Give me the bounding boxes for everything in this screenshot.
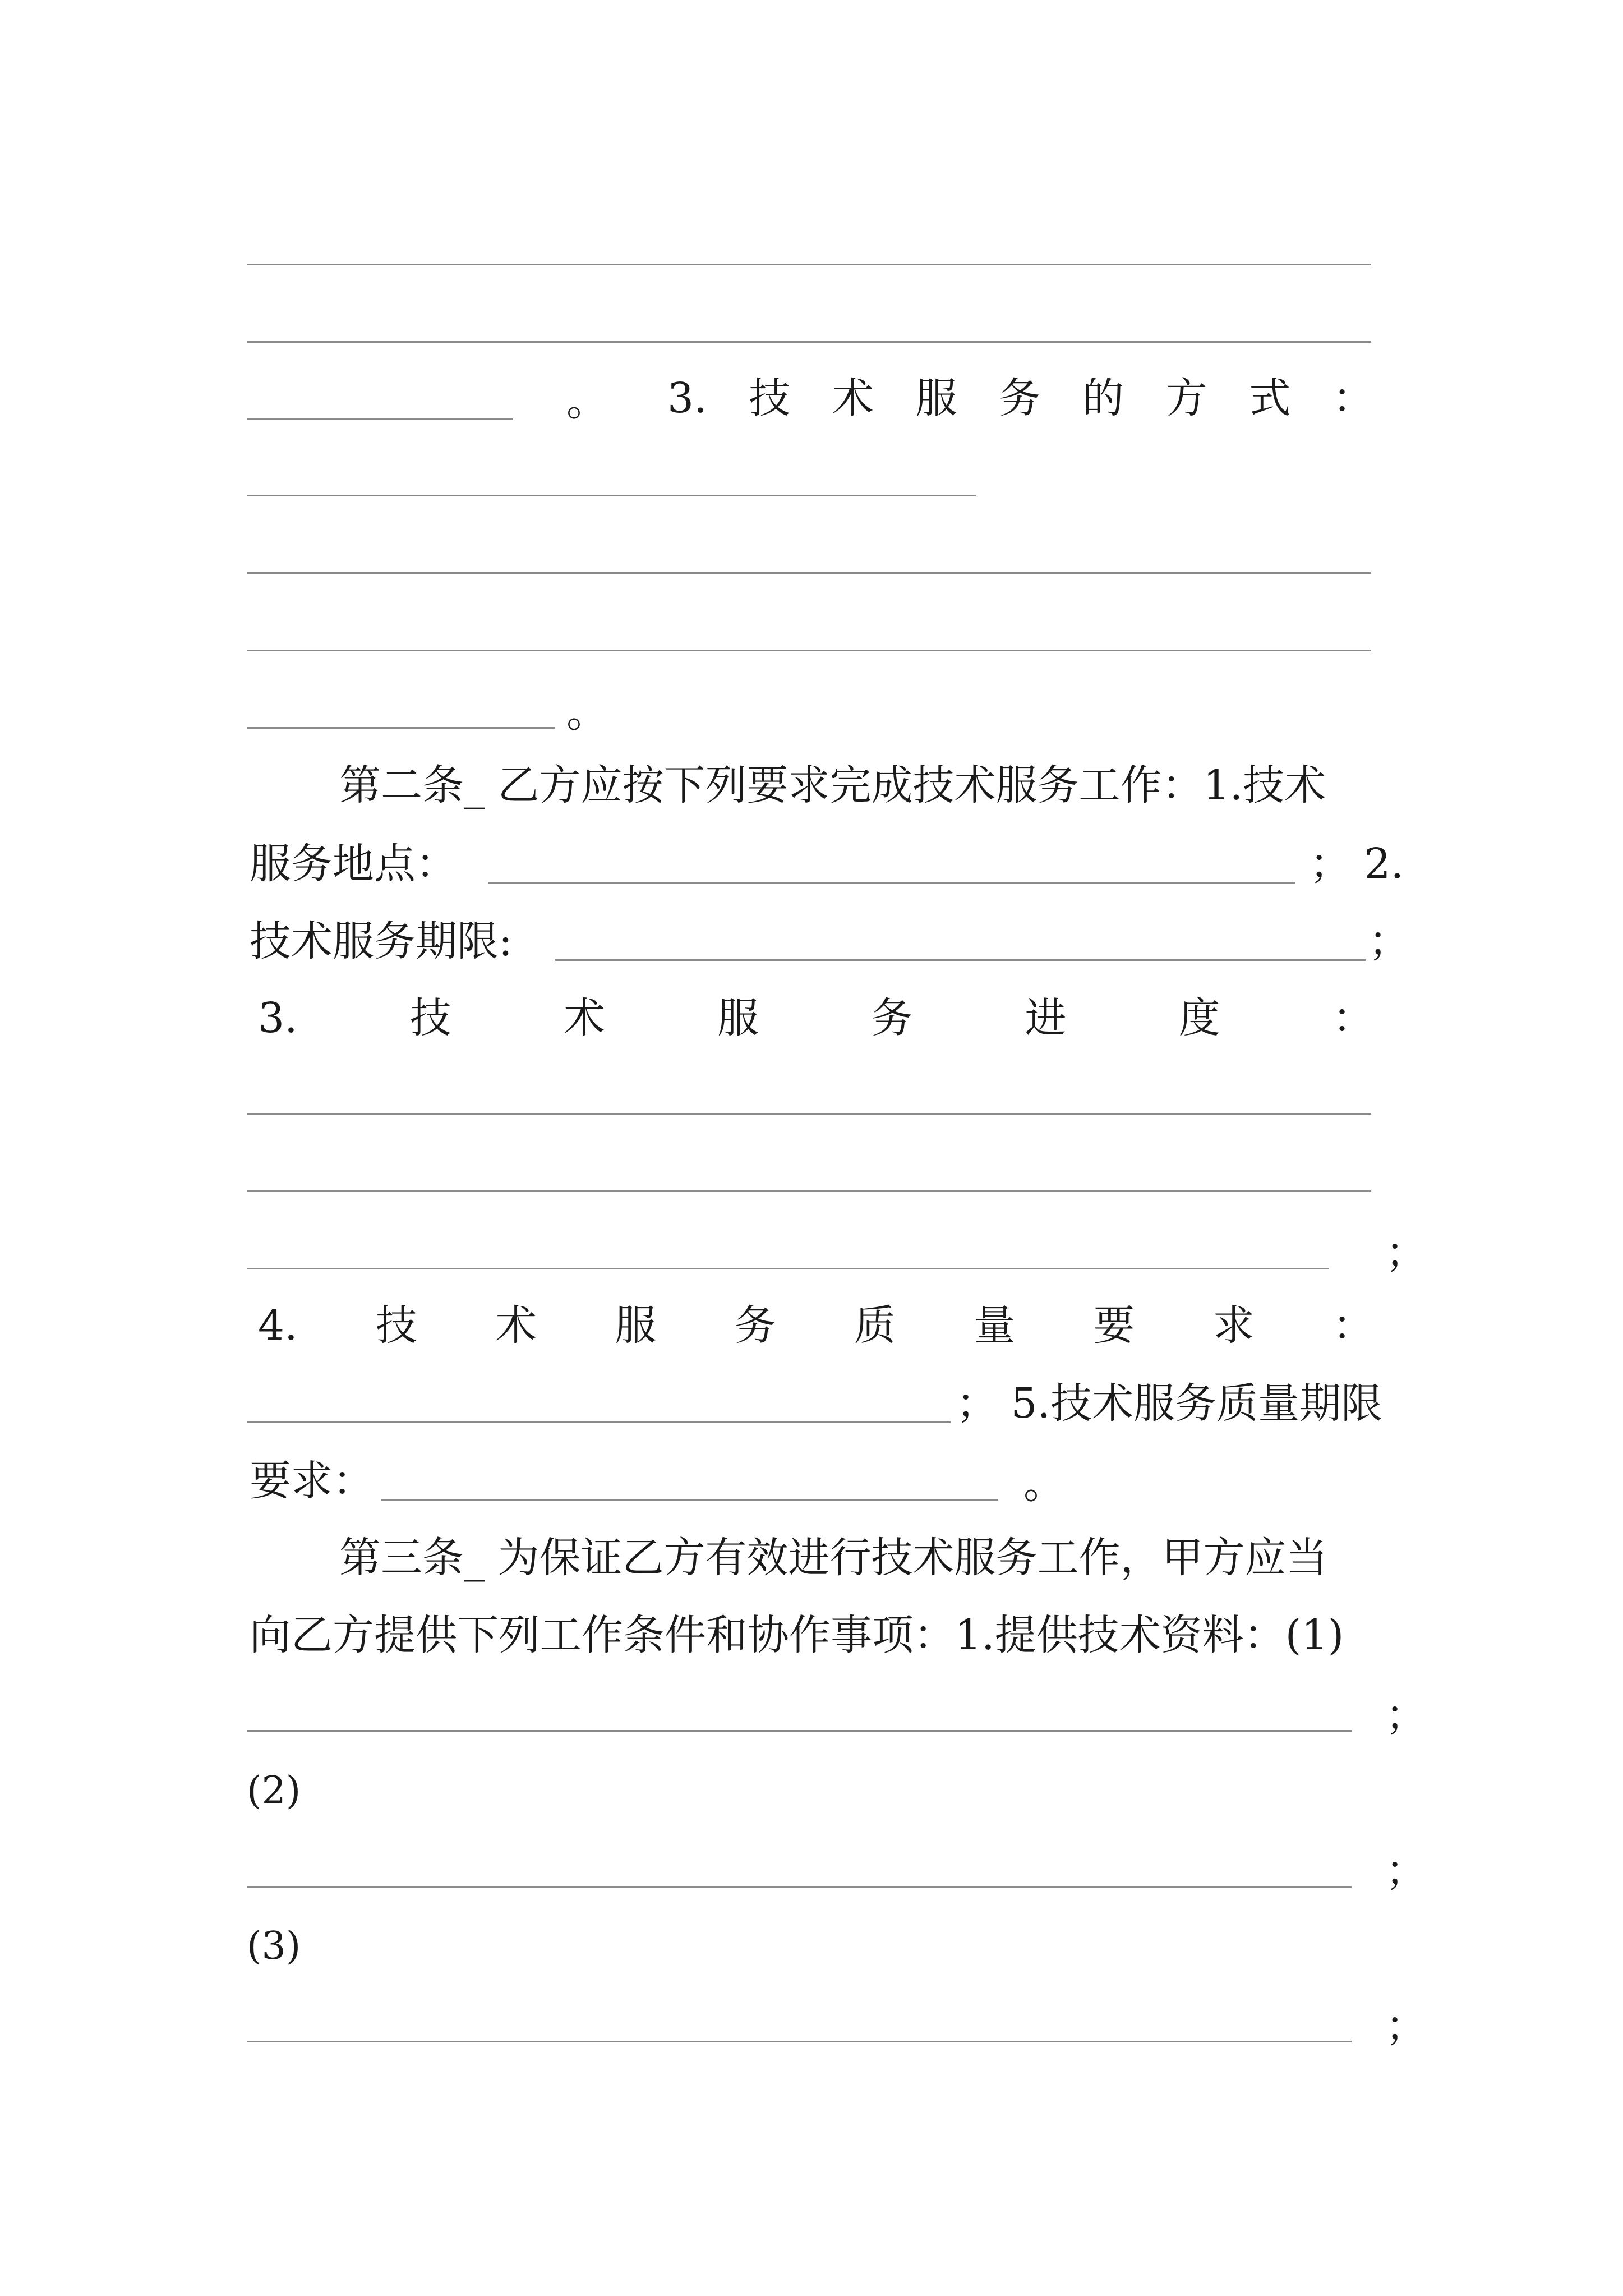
service-quality-heading bbox=[258, 1300, 1374, 1351]
end-mark: 。 bbox=[566, 688, 608, 737]
char: 术 bbox=[495, 1301, 537, 1350]
char: 方 bbox=[1165, 374, 1207, 422]
blank-line[interactable] bbox=[247, 1190, 1371, 1192]
char: 的 bbox=[1082, 374, 1124, 422]
blank-line[interactable] bbox=[247, 650, 1371, 651]
char: 服 bbox=[915, 374, 957, 422]
char: ： bbox=[1332, 994, 1374, 1042]
blank-line[interactable] bbox=[247, 495, 976, 496]
item-2-marker: (2) bbox=[247, 1769, 301, 1813]
char: 务 bbox=[871, 994, 913, 1042]
char: 术 bbox=[832, 374, 874, 422]
char: ： bbox=[1332, 1301, 1374, 1350]
article-3-line1: 第三条_ 为保证乙方有效进行技术服务工作，甲方应当 bbox=[339, 1534, 1328, 1582]
service-period-field[interactable] bbox=[555, 959, 1366, 961]
article-3-line2: 向乙方提供下列工作条件和协作事项：1.提供技术资料：(1) bbox=[250, 1611, 1344, 1659]
article-2-line1: 第二条_ 乙方应按下列要求完成技术服务工作：1.技术 bbox=[339, 761, 1326, 809]
service-progress-heading bbox=[258, 993, 1374, 1043]
blank-line[interactable] bbox=[247, 727, 555, 729]
char: 3. bbox=[258, 994, 298, 1042]
semicolon: ； bbox=[1385, 1691, 1427, 1740]
char: 术 bbox=[563, 994, 605, 1042]
char: 求 bbox=[1212, 1301, 1255, 1350]
end-mark: 。 bbox=[566, 377, 608, 425]
char: 服 bbox=[717, 994, 759, 1042]
quality-period-label: 要求： bbox=[250, 1457, 374, 1505]
char: 质 bbox=[854, 1301, 896, 1350]
char: 进 bbox=[1025, 994, 1067, 1042]
char: 务 bbox=[999, 374, 1041, 422]
char: 要 bbox=[1093, 1301, 1135, 1350]
service-location-field[interactable] bbox=[488, 882, 1295, 884]
char: 4. bbox=[258, 1301, 298, 1350]
semicolon: ； bbox=[1368, 917, 1410, 965]
char: 服 bbox=[615, 1301, 657, 1350]
blank-line[interactable] bbox=[247, 264, 1371, 265]
item-3-marker: (3) bbox=[247, 1924, 301, 1968]
char: 技 bbox=[409, 994, 451, 1042]
item5-text: ； 5.技术服务质量期限 bbox=[956, 1379, 1383, 1428]
technical-data-field-1[interactable] bbox=[247, 1730, 1352, 1732]
char: 技 bbox=[749, 374, 791, 422]
char: 务 bbox=[734, 1301, 776, 1350]
blank-line[interactable] bbox=[247, 341, 1371, 343]
semicolon: ； bbox=[1385, 2002, 1427, 2050]
end-mark: 。 bbox=[1023, 1460, 1065, 1508]
semicolon: ； bbox=[1385, 1228, 1427, 1277]
service-method-heading bbox=[667, 373, 1374, 424]
technical-data-field-2[interactable] bbox=[247, 1886, 1352, 1888]
technical-data-field-3[interactable] bbox=[247, 2041, 1352, 2042]
char: 式 bbox=[1249, 374, 1291, 422]
blank-line[interactable] bbox=[247, 418, 513, 420]
blank-line[interactable] bbox=[247, 1268, 1329, 1269]
blank-line[interactable] bbox=[247, 1113, 1371, 1115]
service-quality-field[interactable] bbox=[247, 1421, 951, 1423]
service-period-label: 技术服务期限: bbox=[250, 917, 513, 965]
char: 度 bbox=[1178, 994, 1220, 1042]
quality-period-field[interactable] bbox=[381, 1499, 998, 1501]
char: ： bbox=[1332, 374, 1374, 422]
service-location-label: 服务地点： bbox=[250, 840, 457, 888]
semicolon: ； bbox=[1385, 1847, 1427, 1895]
char: 技 bbox=[375, 1301, 417, 1350]
item2-marker: ； 2. bbox=[1310, 840, 1404, 888]
char: 3. bbox=[667, 374, 707, 422]
blank-line[interactable] bbox=[247, 572, 1371, 574]
char: 量 bbox=[974, 1301, 1016, 1350]
